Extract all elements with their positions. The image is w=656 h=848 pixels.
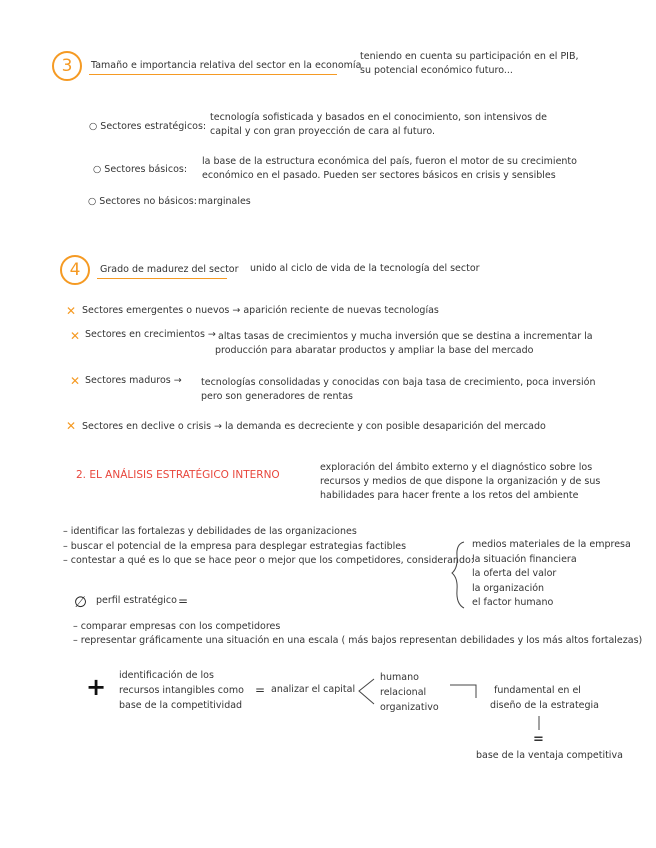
intangible-text: recursos intangibles como xyxy=(119,685,244,696)
section-note: teniendo en cuenta su participación en el PIB, xyxy=(360,51,579,62)
bullet-item: – buscar el potencial de la empresa para desplegar estrategias factibles xyxy=(63,541,407,552)
cross-icon: ✕ xyxy=(70,329,81,343)
list-item: Sectores en declive o crisis → la demanda es decreciente y con posible desaparición del mercado xyxy=(82,421,546,432)
profile-label: perfil estratégico xyxy=(96,595,177,606)
section-note: su potencial económico futuro... xyxy=(360,65,513,76)
advantage-text: base de la ventaja competitiva xyxy=(476,750,623,761)
consideration-item: medios materiales de la empresa xyxy=(472,539,631,550)
consideration-item: la organización xyxy=(472,583,545,594)
list-item-desc: marginales xyxy=(198,196,251,207)
list-item-desc: producción para abaratar productos y ampliar la base del mercado xyxy=(215,345,534,356)
intangible-text: identificación de los xyxy=(119,670,214,681)
list-item-desc: la base de la estructura económica del país, fueron el motor de su crecimiento xyxy=(202,156,577,167)
section-number-badge: 4 xyxy=(60,255,90,285)
capital-label: analizar el capital xyxy=(271,684,356,695)
list-item-label: ○ Sectores básicos: xyxy=(93,164,188,175)
bullet-item: – comparar empresas con los competidores xyxy=(73,621,281,632)
connector-line xyxy=(450,684,480,704)
bullet-item: – representar gráficamente una situación en una escala ( más bajos representan debilidades y los más altos fortalezas) xyxy=(73,635,643,646)
list-item-label: Sectores en crecimientos → xyxy=(85,329,216,340)
less-than-bracket xyxy=(356,677,376,707)
consideration-item: la situación financiera xyxy=(472,554,577,565)
section-note: exploración del ámbito externo y el diagnóstico sobre los xyxy=(320,462,593,473)
capital-type: relacional xyxy=(380,687,427,698)
list-item-desc: altas tasas de crecimientos y mucha inversión que se destina a incrementar la xyxy=(218,331,593,342)
capital-type: organizativo xyxy=(380,702,439,713)
section-number-badge: 3 xyxy=(52,51,82,81)
list-item-desc: capital y con gran proyección de cara al futuro. xyxy=(210,126,436,137)
cross-icon: ✕ xyxy=(70,374,81,388)
list-item: Sectores emergentes o nuevos → aparición reciente de nuevas tecnologías xyxy=(82,305,439,316)
section-title: Tamaño e importancia relativa del sector en la economía xyxy=(91,60,362,71)
intangible-text: base de la competitividad xyxy=(119,700,243,711)
consideration-item: el factor humano xyxy=(472,597,554,608)
list-item-desc: tecnologías consolidadas y conocidas con baja tasa de crecimiento, poca inversión xyxy=(201,377,596,388)
left-brace xyxy=(450,540,470,610)
section-heading: 2. EL ANÁLISIS ESTRATÉGICO INTERNO xyxy=(76,469,280,481)
title-underline xyxy=(89,74,337,75)
list-item-label: ○ Sectores no básicos: xyxy=(88,196,197,207)
cross-icon: ✕ xyxy=(66,419,77,433)
fundamental-text: fundamental en el xyxy=(494,685,581,696)
equals-sign: = xyxy=(255,683,266,697)
list-item-label: ○ Sectores estratégicos: xyxy=(89,121,207,132)
list-item-desc: pero son generadores de rentas xyxy=(201,391,353,402)
section-note: recursos y medios de que dispone la organización y de sus xyxy=(320,476,601,487)
section-note: unido al ciclo de vida de la tecnología del sector xyxy=(250,263,480,274)
equals-sign: = xyxy=(533,732,544,747)
vertical-connector xyxy=(537,716,541,732)
equals-sign: = xyxy=(178,594,189,608)
section-title: Grado de madurez del sector xyxy=(100,264,239,275)
list-item-label: Sectores maduros → xyxy=(85,375,182,386)
fundamental-text: diseño de la estrategia xyxy=(490,700,599,711)
cross-icon: ✕ xyxy=(66,304,77,318)
empty-set-icon: ∅ xyxy=(74,593,88,611)
consideration-item: la oferta del valor xyxy=(472,568,557,579)
bullet-item: – contestar a qué es lo que se hace peor o mejor que los competidores, considerando: xyxy=(63,555,474,566)
section-note: habilidades para hacer frente a los retos del ambiente xyxy=(320,490,579,501)
plus-icon: + xyxy=(86,673,107,701)
title-underline xyxy=(97,278,227,279)
bullet-item: – identificar las fortalezas y debilidades de las organizaciones xyxy=(63,526,357,537)
list-item-desc: tecnología sofisticada y basados en el conocimiento, son intensivos de xyxy=(210,112,548,123)
capital-type: humano xyxy=(380,672,419,683)
list-item-desc: económico en el pasado. Pueden ser sectores básicos en crisis y sensibles xyxy=(202,170,556,181)
